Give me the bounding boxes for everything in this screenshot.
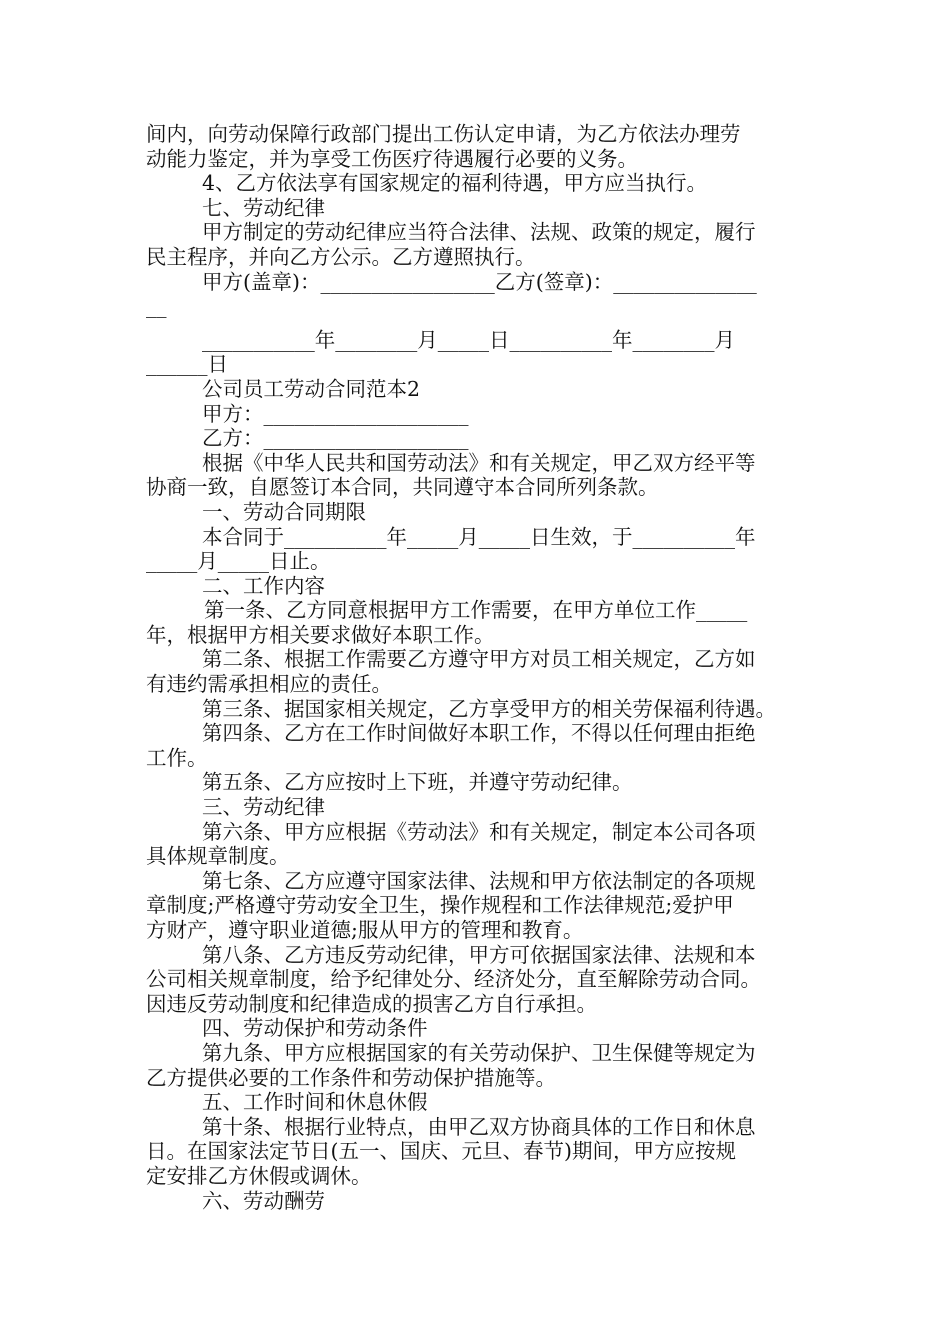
- text-line: 因违反劳动制度和纪律造成的损害乙方自行承担。: [146, 991, 597, 1016]
- text-line: 日。在国家法定节日(五一、国庆、元旦、春节)期间，甲方应按规: [146, 1139, 736, 1164]
- text-line: 乙方提供必要的工作条件和劳动保护措施等。: [146, 1065, 556, 1090]
- party-a-field: 甲方：____________________: [202, 401, 469, 426]
- document-body: [146, 122, 814, 1213]
- text-line: 第十条、根据行业特点，由甲乙双方协商具体的工作日和休息: [202, 1114, 756, 1139]
- text-line: 第八条、乙方违反劳动纪律，甲方可依据国家法律、法规和本: [202, 942, 756, 967]
- text-line: 根据《中华人民共和国劳动法》和有关规定，甲乙双方经平等: [202, 450, 756, 475]
- text-line: 有违约需承担相应的责任。: [146, 672, 392, 697]
- text-line: 第三条、据国家相关规定，乙方享受甲方的相关劳保福利待遇。: [202, 696, 776, 721]
- text-line: 工作。: [146, 745, 208, 770]
- signature-line: 甲方(盖章)：_________________乙方(签章)：______________: [202, 269, 757, 294]
- text-line: 章制度;严格遵守劳动安全卫生，操作规程和工作法律规范;爱护甲: [146, 893, 734, 918]
- date-line: ___________年________月_____日__________年________月: [202, 327, 735, 352]
- text-line: 具体规章制度。: [146, 844, 290, 869]
- spacer: [146, 319, 814, 328]
- section-heading: 七、劳动纪律: [202, 195, 325, 220]
- text-line: 甲方制定的劳动纪律应当符合法律、法规、政策的规定，履行: [202, 220, 756, 245]
- text-line: 本合同于__________年_____月_____日生效，于__________年: [202, 524, 756, 549]
- text-line: 方财产，遵守职业道德;服从甲方的管理和教育。: [146, 918, 584, 942]
- section-heading: 一、劳动合同期限: [202, 499, 366, 524]
- text-line: 定安排乙方休假或调休。: [146, 1163, 372, 1188]
- text-line: 协商一致，自愿签订本合同，共同遵守本合同所列条款。: [146, 475, 659, 500]
- section-heading: 二、工作内容: [202, 573, 325, 598]
- text-line: 第二条、根据工作需要乙方遵守甲方对员工相关规定，乙方如: [202, 647, 756, 672]
- text-line: 第六条、甲方应根据《劳动法》和有关规定，制定本公司各项: [202, 819, 756, 844]
- text-line: 公司相关规章制度，给予纪律处分、经济处分，直至解除劳动合同。: [146, 967, 761, 992]
- signature-line: __: [146, 294, 167, 319]
- section-heading: 六、劳动酬劳: [202, 1188, 325, 1213]
- section-heading: 五、工作时间和休息休假: [202, 1090, 428, 1115]
- date-line: ______日: [146, 352, 228, 377]
- text-line: 间内，向劳动保障行政部门提出工伤认定申请，为乙方依法办理劳: [146, 122, 741, 146]
- section-heading: 三、劳动纪律: [202, 795, 325, 820]
- text-line: 第一条、乙方同意根据甲方工作需要，在甲方单位工作_____: [204, 598, 748, 623]
- text-line: _____月_____日止。: [146, 549, 331, 574]
- text-line: 第五条、乙方应按时上下班，并遵守劳动纪律。: [202, 770, 633, 795]
- party-b-field: 乙方：____________________: [202, 426, 469, 451]
- text-line: 动能力鉴定，并为享受工伤医疗待遇履行必要的义务。: [146, 146, 638, 171]
- text-line: 年，根据甲方相关要求做好本职工作。: [146, 622, 495, 647]
- text-line: 4、乙方依法享有国家规定的福利待遇，甲方应当执行。: [202, 171, 708, 196]
- text-line: 民主程序，并向乙方公示。乙方遵照执行。: [146, 244, 536, 269]
- section-heading: 四、劳动保护和劳动条件: [202, 1016, 428, 1041]
- text-line: 第九条、甲方应根据国家的有关劳动保护、卫生保健等规定为: [202, 1040, 756, 1065]
- document-title: 公司员工劳动合同范本2: [202, 376, 421, 401]
- text-line: 第七条、乙方应遵守国家法律、法规和甲方依法制定的各项规: [202, 868, 756, 893]
- text-line: 第四条、乙方在工作时间做好本职工作，不得以任何理由拒绝: [202, 721, 756, 746]
